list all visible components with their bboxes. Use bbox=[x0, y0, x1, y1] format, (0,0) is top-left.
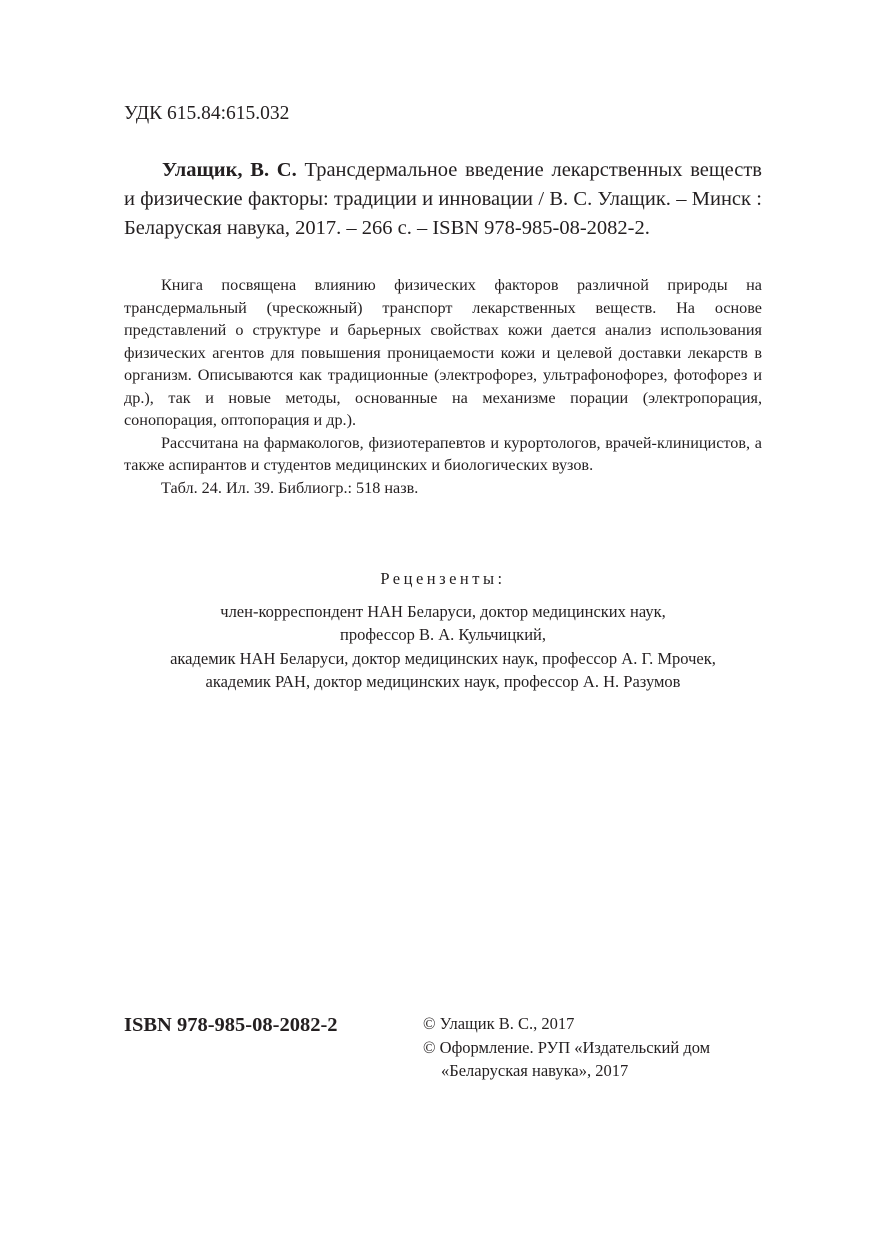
udc-code: УДК 615.84:615.032 bbox=[124, 103, 290, 124]
audience-paragraph: Рассчитана на фармакологов, физиотерапевтов и курортологов, врачей-клиницистов, а также аспирантов и студентов медицинских и биологических вузов. bbox=[124, 433, 762, 474]
stats-paragraph: Табл. 24. Ил. 39. Библиогр.: 518 назв. bbox=[161, 478, 419, 497]
annotation bbox=[124, 274, 762, 499]
reviewer-line: академик РАН, доктор медицинских наук, профессор А. Н. Разумов bbox=[205, 671, 681, 691]
bibliographic-record bbox=[124, 156, 762, 243]
author-name: Улащик, В. С. bbox=[162, 159, 297, 181]
reviewer-line: член-корреспондент НАН Беларуси, доктор медицинских наук, bbox=[220, 602, 666, 621]
bibliographic-description: Трансдермальное введение лекарственных веществ и физические факторы: традиции и инновации / В. С. Улащик. – Минск : Беларуская навука, 2017. – 266 с. – ISBN 978-985-08-2082-2. bbox=[124, 159, 762, 239]
copyright-publisher: «Беларуская навука», 2017 bbox=[441, 1061, 629, 1080]
copyright-author: © Улащик В. С., 2017 bbox=[423, 1014, 575, 1033]
reviewers-list bbox=[124, 600, 762, 693]
reviewers-heading: Рецензенты: bbox=[380, 569, 506, 588]
isbn: ISBN 978-985-08-2082-2 bbox=[124, 1014, 338, 1036]
copyright-block bbox=[423, 1012, 710, 1083]
copyright-design: © Оформление. РУП «Издательский дом bbox=[423, 1037, 711, 1057]
annotation-paragraph: Книга посвящена влиянию физических факторов различной природы на трансдермальный (чрескожный) транспорт лекарственных веществ. На основе представлений о структуре и барьерных свойствах кожи дается анализ использования физических агентов для повышения проницаемости кожи и целевой доставки лекарств в организм. Описываются как традиционные (электрофорез, ультрафонофорез, фотофорез и др.), так и новые методы, основанные на механизме порации (электропорация, сонопорация, оптопорация и др.). bbox=[124, 276, 762, 429]
reviewer-line: профессор В. А. Кульчицкий, bbox=[339, 625, 546, 645]
reviewer-line: академик НАН Беларуси, доктор медицинских наук, профессор А. Г. Мрочек, bbox=[170, 648, 716, 668]
